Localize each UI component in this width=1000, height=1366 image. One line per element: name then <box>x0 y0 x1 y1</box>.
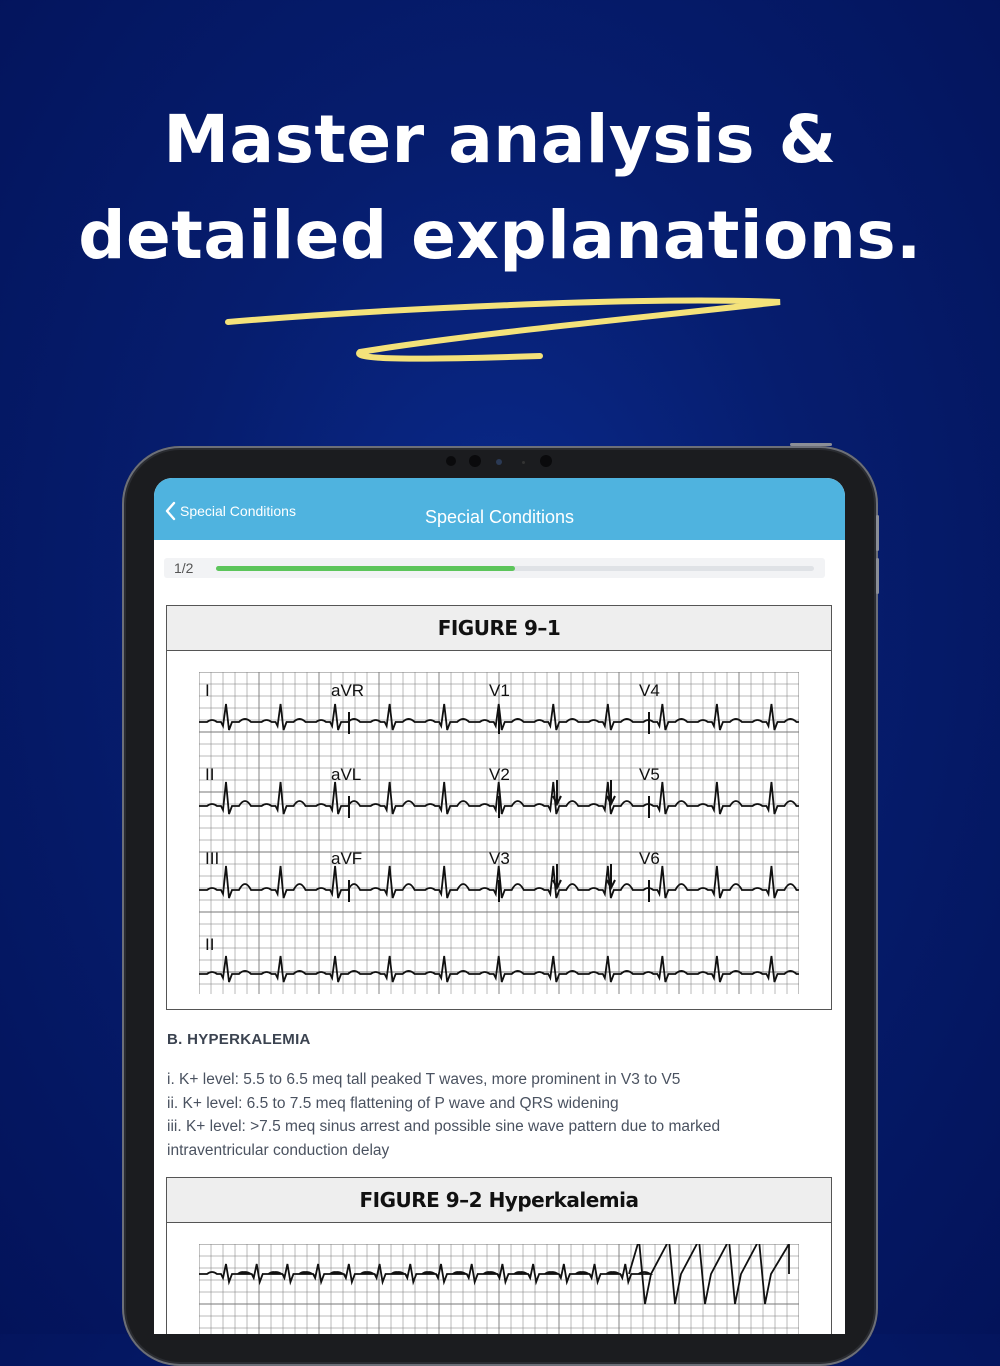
ecg-lead-label: V6 <box>639 849 660 868</box>
progress-fill <box>216 566 515 571</box>
back-button-label: Special Conditions <box>180 503 296 519</box>
ecg-tracing-12-lead <box>199 672 799 994</box>
section-body <box>167 1068 807 1162</box>
sensor-icon <box>522 461 525 464</box>
ecg-lead-label: aVF <box>331 849 363 868</box>
sensor-icon <box>446 456 456 466</box>
top-button <box>790 443 832 446</box>
nav-bar <box>154 478 845 540</box>
ecg-lead-label: aVL <box>331 765 362 784</box>
ecg-lead-label: III <box>205 849 220 868</box>
page-counter: 1/2 <box>174 560 194 576</box>
ecg-lead-label: V5 <box>639 765 660 784</box>
body-line: i. K+ level: 5.5 to 6.5 meq tall peaked T waves, more prominent in V3 to V5 <box>167 1071 681 1088</box>
figure-title: FIGURE 9–2 Hyperkalemia <box>167 1178 831 1223</box>
sensor-icon <box>469 455 481 467</box>
figure-title: FIGURE 9–1 <box>167 606 831 651</box>
ecg-grid <box>199 1244 799 1334</box>
progress-bar <box>216 566 814 571</box>
ecg-lead-label: I <box>205 681 210 700</box>
headline <box>0 92 1000 284</box>
headline-line-1: Master analysis & <box>163 101 837 178</box>
ecg-lead-label: II <box>205 765 215 784</box>
body-line: intraventricular conduction delay <box>167 1141 390 1159</box>
camera-icon <box>496 459 502 465</box>
ecg-tracing-hyperkalemia <box>199 1244 799 1334</box>
ecg-lead-label: II <box>205 935 215 954</box>
ecg-lead-label: V2 <box>489 765 510 784</box>
ecg-lead-label: V1 <box>489 681 510 700</box>
ecg-trace <box>199 1264 650 1282</box>
progress-row <box>164 558 825 578</box>
figure-9-2 <box>166 1177 832 1334</box>
section-title: B. HYPERKALEMIA <box>167 1031 311 1048</box>
swoosh-underline <box>220 288 790 378</box>
page-title: Special Conditions <box>424 507 575 527</box>
ecg-lead-label: V3 <box>489 849 510 868</box>
ecg-lead-label: aVR <box>331 681 365 700</box>
ecg-trace <box>629 1244 789 1304</box>
figure-9-1 <box>166 605 832 1010</box>
body-line: iii. K+ level: >7.5 meq sinus arrest and possible sine wave pattern due to marked <box>167 1118 721 1135</box>
body-line: ii. K+ level: 6.5 to 7.5 meq flattening of P wave and QRS widening <box>167 1094 619 1112</box>
volume-up-button <box>876 515 879 551</box>
ecg-lead-label: V4 <box>639 681 660 700</box>
volume-down-button <box>876 558 879 594</box>
app-screen <box>154 478 845 1334</box>
headline-line-2: detailed explanations. <box>78 197 922 274</box>
sensor-icon <box>540 455 552 467</box>
